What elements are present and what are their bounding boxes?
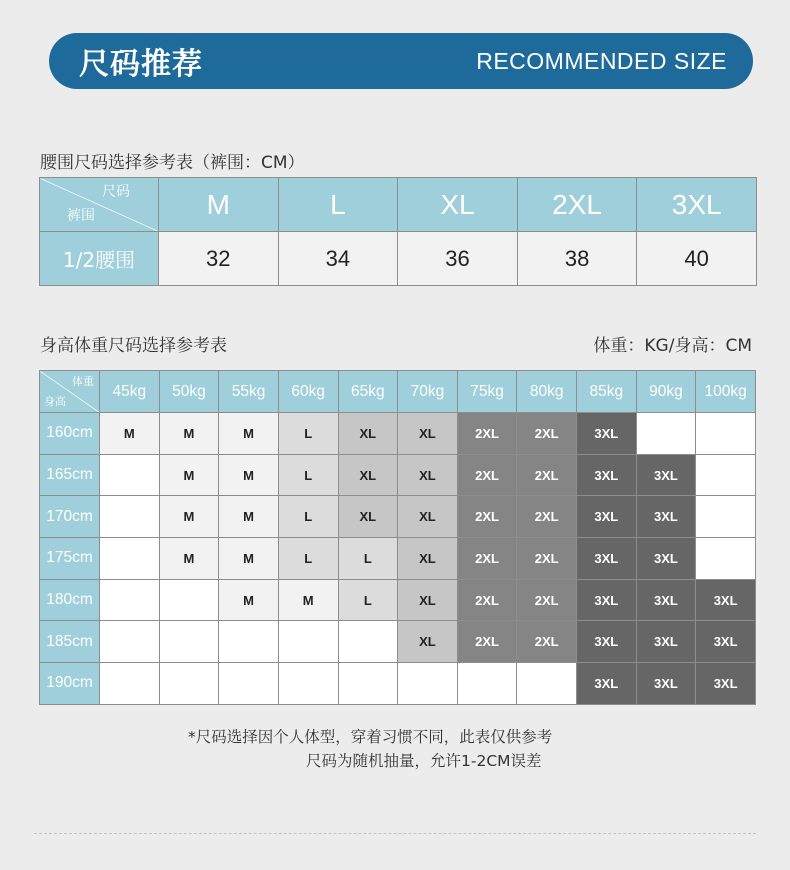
size-cell: 3XL [696,663,756,705]
waist-value: 38 [517,232,637,286]
hw-row [40,621,756,663]
hw-table-units: 体重：KG/身高：CM [593,336,752,356]
size-cell: XL [338,413,398,455]
height-label: 170cm [40,496,100,538]
size-cell [100,496,160,538]
hw-row [40,454,756,496]
hw-row [40,496,756,538]
footnote-disclaimer: *尺码选择因个人体型，穿着习惯不同，此表仅供参考 [188,728,553,746]
size-header: M [159,178,279,232]
size-cell: 2XL [457,579,517,621]
size-cell: 3XL [696,621,756,663]
size-header: 3XL [637,178,757,232]
size-cell [278,663,338,705]
size-cell: 3XL [577,454,637,496]
size-cell [696,496,756,538]
size-cell: 3XL [577,621,637,663]
size-cell: M [159,538,219,580]
size-header: 2XL [517,178,637,232]
waist-value-row [40,232,757,286]
size-cell [219,621,279,663]
hw-row [40,663,756,705]
size-cell: XL [338,454,398,496]
size-cell: 3XL [636,454,696,496]
size-cell [696,454,756,496]
waist-value: 40 [637,232,757,286]
size-cell: M [219,454,279,496]
size-cell: M [159,454,219,496]
height-label: 185cm [40,621,100,663]
size-cell: XL [398,496,458,538]
size-cell [100,663,160,705]
height-label: 165cm [40,454,100,496]
waist-size-table [39,177,757,286]
size-cell: L [338,579,398,621]
size-cell: 2XL [517,496,577,538]
hw-row [40,579,756,621]
corner-label-pants: 裤围 [67,208,95,224]
size-cell: 3XL [577,579,637,621]
banner-subtitle: RECOMMENDED SIZE [476,47,727,74]
size-cell [100,621,160,663]
size-cell: 2XL [517,538,577,580]
size-cell [338,663,398,705]
size-cell: 2XL [457,413,517,455]
size-cell: 3XL [636,496,696,538]
section-banner [49,33,753,89]
size-cell: 3XL [696,579,756,621]
size-cell: 2XL [457,454,517,496]
size-cell [696,413,756,455]
bottom-divider [34,833,756,834]
height-weight-table [39,370,756,705]
size-header: L [278,178,398,232]
hw-table-caption: 身高体重尺码选择参考表 [40,336,227,356]
size-cell: 3XL [577,663,637,705]
size-cell: M [278,579,338,621]
size-cell: XL [338,496,398,538]
size-cell [100,454,160,496]
hw-corner-cell [40,371,100,413]
size-cell [159,621,219,663]
waist-header-row [40,178,757,232]
size-cell: 2XL [457,621,517,663]
size-cell: L [278,454,338,496]
size-cell: 3XL [636,579,696,621]
size-cell [278,621,338,663]
corner-label-size: 尺码 [102,184,130,200]
size-cell: M [100,413,160,455]
size-cell: L [278,496,338,538]
size-cell: 2XL [457,538,517,580]
waist-value: 32 [159,232,279,286]
size-cell: XL [398,538,458,580]
height-label: 180cm [40,579,100,621]
size-cell: 3XL [577,538,637,580]
size-cell [398,663,458,705]
size-cell: M [219,413,279,455]
size-cell [696,538,756,580]
size-cell: 2XL [457,496,517,538]
size-cell: XL [398,579,458,621]
weight-header: 65kg [338,371,398,413]
weight-header: 50kg [159,371,219,413]
size-cell: M [159,496,219,538]
size-cell: XL [398,413,458,455]
size-cell: 3XL [636,621,696,663]
height-label: 175cm [40,538,100,580]
hw-header-row [40,371,756,413]
size-cell [219,663,279,705]
weight-header: 75kg [457,371,517,413]
waist-corner-cell [40,178,159,232]
size-cell: M [219,579,279,621]
waist-value: 36 [398,232,518,286]
size-cell [338,621,398,663]
corner-label-weight: 体重 [72,375,94,388]
weight-header: 85kg [577,371,637,413]
size-cell: XL [398,621,458,663]
banner-title: 尺码推荐 [79,47,203,82]
size-cell: 2XL [517,413,577,455]
size-cell: 2XL [517,579,577,621]
footnote-tolerance: 尺码为随机抽量，允许1-2CM误差 [306,752,542,770]
weight-header: 70kg [398,371,458,413]
size-cell: 3XL [636,538,696,580]
height-label: 160cm [40,413,100,455]
size-cell: M [219,496,279,538]
size-cell: 3XL [577,413,637,455]
size-cell: L [338,538,398,580]
size-header: XL [398,178,518,232]
size-cell [159,579,219,621]
weight-header: 55kg [219,371,279,413]
size-cell [100,538,160,580]
weight-header: 80kg [517,371,577,413]
waist-value: 34 [278,232,398,286]
size-cell [457,663,517,705]
size-cell [100,579,160,621]
size-cell: 3XL [577,496,637,538]
size-cell [636,413,696,455]
size-cell: 3XL [636,663,696,705]
weight-header: 90kg [636,371,696,413]
size-cell: M [159,413,219,455]
size-cell [159,663,219,705]
size-cell: 2XL [517,621,577,663]
size-cell: M [219,538,279,580]
size-cell: 2XL [517,454,577,496]
weight-header: 45kg [100,371,160,413]
height-label: 190cm [40,663,100,705]
waist-row-label: 1/2腰围 [40,232,159,286]
size-cell: XL [398,454,458,496]
size-cell: L [278,538,338,580]
corner-label-height: 身高 [44,395,66,408]
hw-row [40,413,756,455]
size-cell: L [278,413,338,455]
weight-header: 60kg [278,371,338,413]
size-cell [517,663,577,705]
weight-header: 100kg [696,371,756,413]
hw-row [40,538,756,580]
waist-table-caption: 腰围尺码选择参考表（裤围：CM） [40,153,305,173]
